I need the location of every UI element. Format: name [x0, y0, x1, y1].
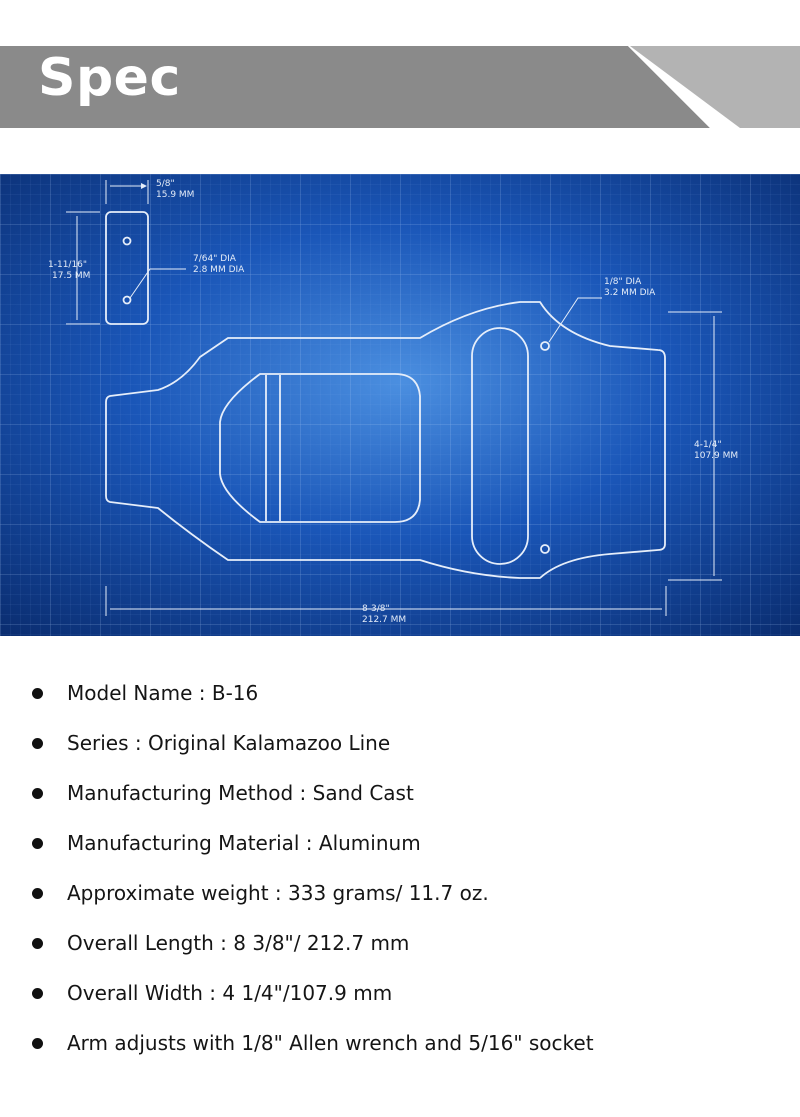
bullet-icon [32, 788, 43, 799]
bullet-icon [32, 688, 43, 699]
spec-text: Manufacturing Method : Sand Cast [67, 781, 414, 805]
dim-overall-width-in: 4-1/4" [694, 440, 722, 450]
page-title: Spec [38, 48, 181, 108]
dim-small-hole-in: 7/64" DIA [193, 254, 236, 264]
blueprint-svg [0, 174, 800, 636]
spec-item-manufacturing-method [0, 768, 800, 818]
spec-text: Overall Width : 4 1/4"/107.9 mm [67, 981, 393, 1005]
spec-item-arm-adjust [0, 1018, 800, 1068]
spec-item-manufacturing-material [0, 818, 800, 868]
bullet-icon [32, 1038, 43, 1049]
bullet-icon [32, 738, 43, 749]
dim-top-width-in: 5/8" [156, 179, 175, 189]
dim-big-hole-mm: 3.2 MM DIA [604, 288, 656, 298]
spec-text: Arm adjusts with 1/8" Allen wrench and 5/16" socket [67, 1031, 594, 1055]
spec-item-overall-width [0, 968, 800, 1018]
dim-overall-length-in: 8-3/8" [362, 604, 390, 614]
spec-item-weight [0, 868, 800, 918]
dim-overall-width-mm: 107.9 MM [694, 451, 739, 461]
bullet-icon [32, 938, 43, 949]
spec-item-model-name [0, 668, 800, 718]
spec-text: Overall Length : 8 3/8"/ 212.7 mm [67, 931, 410, 955]
blueprint-coarse-grid [0, 174, 800, 636]
dim-left-height-mm: 17.5 MM [52, 271, 91, 281]
dim-big-hole-in: 1/8" DIA [604, 277, 642, 287]
spec-item-overall-length [0, 918, 800, 968]
dim-overall-length-mm: 212.7 MM [362, 615, 407, 625]
spec-list [0, 668, 800, 1068]
spec-text: Manufacturing Material : Aluminum [67, 831, 421, 855]
bullet-icon [32, 838, 43, 849]
spec-text: Approximate weight : 333 grams/ 11.7 oz. [67, 881, 489, 905]
spec-text: Series : Original Kalamazoo Line [67, 731, 391, 755]
dim-left-height-in: 1-11/16" [48, 260, 88, 270]
bullet-icon [32, 888, 43, 899]
spec-item-series [0, 718, 800, 768]
dim-small-hole-mm: 2.8 MM DIA [193, 265, 245, 275]
dim-top-width-mm: 15.9 MM [156, 190, 195, 200]
spec-text: Model Name : B-16 [67, 681, 259, 705]
bullet-icon [32, 988, 43, 999]
blueprint-drawing [0, 174, 800, 636]
